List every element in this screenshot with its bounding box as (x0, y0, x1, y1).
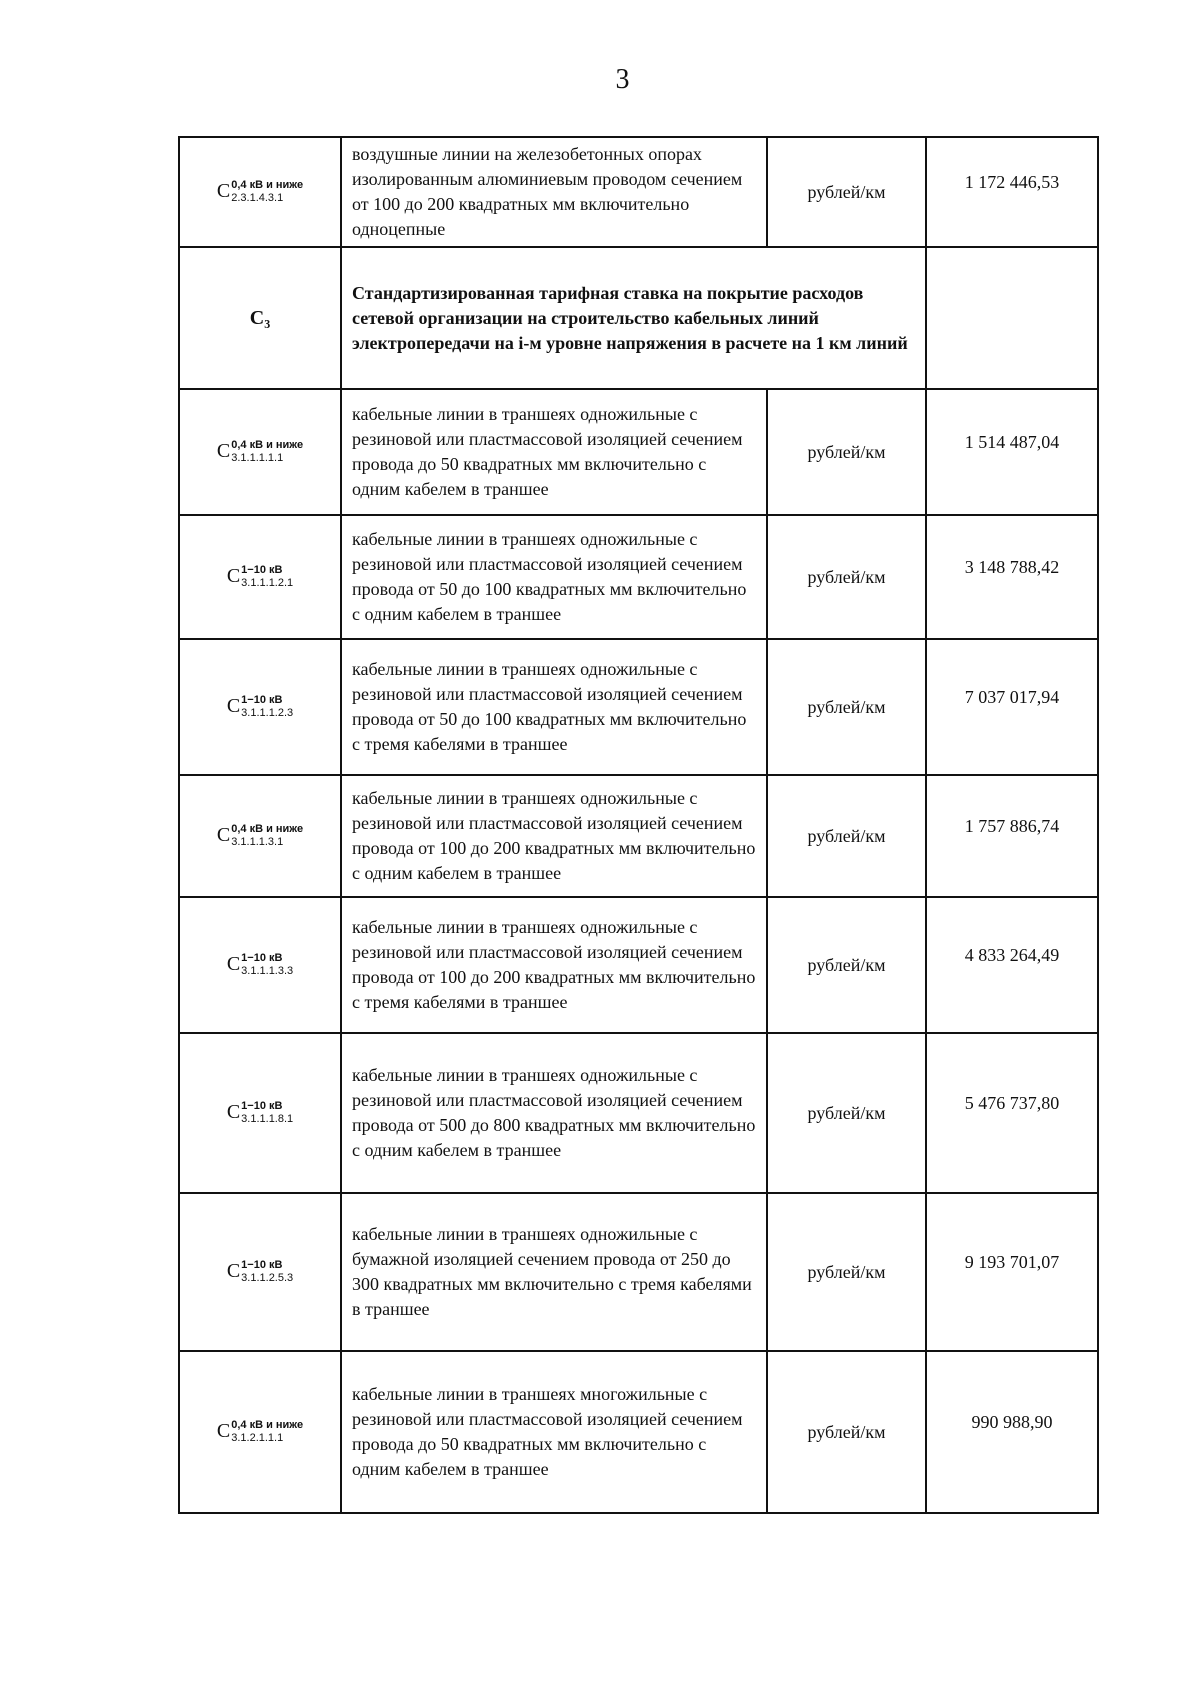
description-cell: кабельные линии в траншеях одножильные с резиновой или пластмассовой изоляцией сечением провода от 100 до 200 квадратных мм включительно с одним кабелем в траншее (341, 775, 767, 897)
section-title: Стандартизированная тарифная ставка на покрытие расходов сетевой организации на строительство кабельных линий электропередачи на i-м уровне напряжения в расчете на 1 км линий (341, 247, 926, 389)
section-code: C₃ (179, 247, 341, 389)
rate-symbol: C 0,4 кВ и ниже 3.1.2.1.1.1 (216, 1419, 304, 1444)
unit-cell: рублей/км (767, 515, 926, 639)
value-cell: 9 193 701,07 (926, 1193, 1098, 1351)
value-cell: 5 476 737,80 (926, 1033, 1098, 1193)
description-cell: кабельные линии в траншеях одножильные с бумажной изоляцией сечением провода от 250 до 300 квадратных мм включительно с тремя кабелями в траншее (341, 1193, 767, 1351)
table-row (179, 1351, 1098, 1513)
unit-cell: рублей/км (767, 897, 926, 1033)
rate-symbol: C 1−10 кВ 3.1.1.1.3.3 (226, 952, 294, 977)
unit-cell: рублей/км (767, 389, 926, 515)
value-cell: 1 757 886,74 (926, 775, 1098, 897)
section-header-row (179, 247, 1098, 389)
table-row (179, 639, 1098, 775)
description-cell: кабельные линии в траншеях одножильные с резиновой или пластмассовой изоляцией сечением провода до 50 квадратных мм включительно с одним кабелем в траншее (341, 389, 767, 515)
value-cell: 4 833 264,49 (926, 897, 1098, 1033)
rate-symbol: C 1−10 кВ 3.1.1.2.5.3 (226, 1259, 294, 1284)
rate-symbol: C 1−10 кВ 3.1.1.1.2.3 (226, 694, 294, 719)
table-row (179, 1193, 1098, 1351)
table-row (179, 389, 1098, 515)
description-cell: воздушные линии на железобетонных опорах изолированным алюминиевым проводом сечением от 100 до 200 квадратных мм включительно одноцепные (341, 137, 767, 247)
description-cell: кабельные линии в траншеях одножильные с резиновой или пластмассовой изоляцией сечением провода от 100 до 200 квадратных мм включительно с тремя кабелями в траншее (341, 897, 767, 1033)
section-empty-cell (926, 247, 1098, 389)
unit-cell: рублей/км (767, 1351, 926, 1513)
unit-cell: рублей/км (767, 1033, 926, 1193)
table-row (179, 1033, 1098, 1193)
table-row (179, 137, 1098, 247)
rate-symbol: C 0,4 кВ и ниже 3.1.1.1.1.1 (216, 439, 304, 464)
rate-symbol: C 1−10 кВ 3.1.1.1.2.1 (226, 564, 294, 589)
value-cell: 990 988,90 (926, 1351, 1098, 1513)
description-cell: кабельные линии в траншеях одножильные с резиновой или пластмассовой изоляцией сечением провода от 50 до 100 квадратных мм включительно с одним кабелем в траншее (341, 515, 767, 639)
unit-cell: рублей/км (767, 775, 926, 897)
value-cell: 3 148 788,42 (926, 515, 1098, 639)
table-row (179, 897, 1098, 1033)
value-cell: 7 037 017,94 (926, 639, 1098, 775)
unit-cell: рублей/км (767, 137, 926, 247)
description-cell: кабельные линии в траншеях многожильные с резиновой или пластмассовой изоляцией сечением провода до 50 квадратных мм включительно с одним кабелем в траншее (341, 1351, 767, 1513)
description-cell: кабельные линии в траншеях одножильные с резиновой или пластмассовой изоляцией сечением провода от 500 до 800 квадратных мм включительно с одним кабелем в траншее (341, 1033, 767, 1193)
rate-symbol: C 0,4 кВ и ниже 3.1.1.1.3.1 (216, 823, 304, 848)
rate-code-cell (179, 137, 341, 247)
rate-symbol: C 1−10 кВ 3.1.1.1.8.1 (226, 1100, 294, 1125)
description-cell: кабельные линии в траншеях одножильные с резиновой или пластмассовой изоляцией сечением провода от 50 до 100 квадратных мм включительно с тремя кабелями в траншее (341, 639, 767, 775)
rate-symbol: C 0,4 кВ и ниже 2.3.1.4.3.1 (216, 179, 304, 204)
unit-cell: рублей/км (767, 639, 926, 775)
tariff-table (178, 136, 1099, 1514)
table-row (179, 515, 1098, 639)
value-cell: 1 172 446,53 (926, 137, 1098, 247)
page-number: 3 (615, 64, 630, 95)
table-row (179, 775, 1098, 897)
unit-cell: рублей/км (767, 1193, 926, 1351)
value-cell: 1 514 487,04 (926, 389, 1098, 515)
